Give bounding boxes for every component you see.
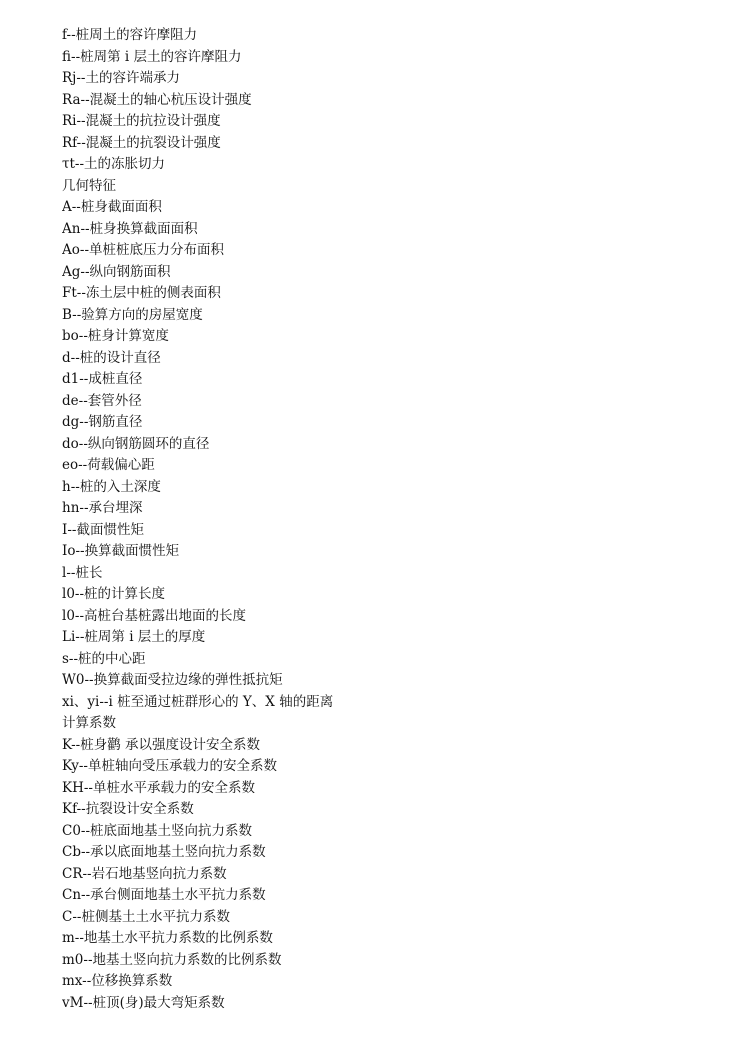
- definition-line: eo--荷载偏心距: [62, 457, 155, 473]
- definition-line: bo--桩身计算宽度: [62, 328, 169, 344]
- definition-line: Kf--抗裂设计安全系数: [62, 801, 194, 817]
- definition-line: Ri--混凝土的抗拉设计强度: [62, 113, 221, 129]
- definition-line: vM--桩顶(身)最大弯矩系数: [62, 994, 225, 1011]
- definition-line: m0--地基土竖向抗力系数的比例系数: [62, 951, 282, 968]
- definition-line: Ky--单桩轴向受压承载力的安全系数: [62, 758, 277, 774]
- definition-line: fi--桩周第 i 层土的容许摩阻力: [62, 48, 242, 65]
- definition-line: h--桩的入土深度: [62, 478, 161, 495]
- definition-line: A--桩身截面面积: [62, 199, 162, 215]
- definition-line: Rj--土的容许端承力: [62, 70, 180, 86]
- definition-line: d--桩的设计直径: [62, 349, 161, 366]
- definition-line: Ra--混凝土的轴心杭压设计强度: [62, 91, 252, 108]
- symbol-definition-list: [62, 25, 702, 1014]
- definition-line: mx--位移换算系数: [62, 973, 173, 989]
- definition-line: de--套管外径: [62, 392, 142, 409]
- definition-line: KH--单桩水平承载力的安全系数: [62, 779, 255, 796]
- definition-line: Ag--纵向钢筋面积: [62, 263, 171, 280]
- definition-line: f--桩周土的容许摩阻力: [62, 27, 198, 43]
- definition-line: l--桩长: [62, 564, 103, 581]
- definition-line: xi、yi--i 桩至通过桩群形心的 Y、X 轴的距离: [62, 693, 334, 710]
- definition-line: Ft--冻土层中桩的侧表面积: [62, 285, 221, 301]
- definition-line: hn--承台埋深: [62, 500, 143, 516]
- definition-line: Rf--混凝土的抗裂设计强度: [62, 134, 221, 151]
- definition-line: An--桩身换算截面面积: [62, 220, 198, 237]
- definition-line: m--地基土水平抗力系数的比例系数: [62, 930, 273, 946]
- definition-line: K--桩身鹳 承以强度设计安全系数: [62, 736, 261, 753]
- definition-line: Io--换算截面惯性矩: [62, 543, 180, 559]
- definition-line: s--桩的中心距: [62, 650, 146, 667]
- definition-line: Li--桩周第 i 层土的厚度: [62, 629, 206, 645]
- definition-line: I--截面惯性矩: [62, 521, 144, 538]
- definition-line: τt--土的冻胀切力: [62, 156, 166, 172]
- definition-line: Cb--承以底面地基土竖向抗力系数: [62, 844, 266, 860]
- definition-line: W0--换算截面受拉边缘的弹性抵抗矩: [62, 672, 283, 688]
- definition-line: B--验算方向的房屋宽度: [62, 306, 203, 323]
- definition-line: 几何特征: [62, 177, 116, 194]
- definition-line: do--纵向钢筋圆环的直径: [62, 435, 210, 452]
- definition-line: Ao--单桩桩底压力分布面积: [62, 242, 224, 258]
- definition-line: 计算系数: [62, 715, 116, 731]
- definition-line: l0--桩的计算长度: [62, 586, 166, 602]
- definition-line: dg--钢筋直径: [62, 414, 143, 430]
- definition-line: CR--岩石地基竖向抗力系数: [62, 865, 227, 882]
- definition-line: l0--高桩台基桩露出地面的长度: [62, 607, 247, 624]
- definition-line: C--桩侧基土土水平抗力系数: [62, 908, 230, 925]
- definition-line: Cn--承台侧面地基土水平抗力系数: [62, 887, 266, 903]
- definition-line: d1--成桩直径: [62, 371, 143, 387]
- definition-line: C0--桩底面地基土竖向抗力系数: [62, 822, 253, 839]
